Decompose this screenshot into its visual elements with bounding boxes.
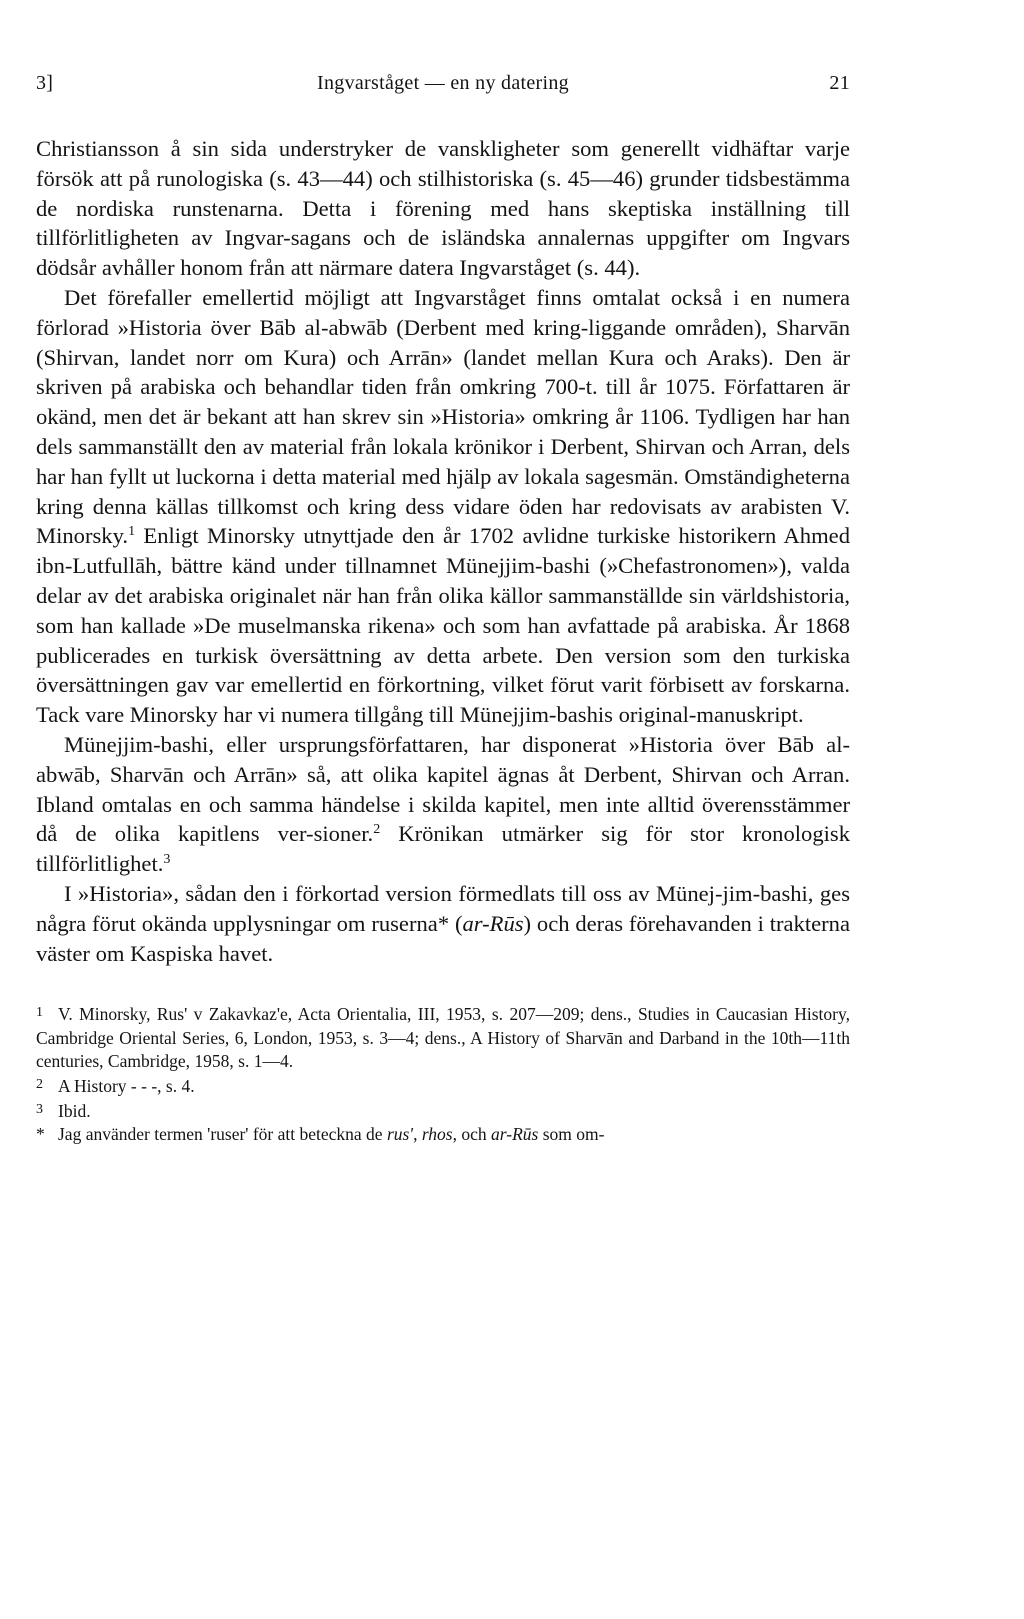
- paragraph-4-text-b: ) och deras förehavanden i trakterna väster om Kaspiska havet.: [36, 910, 850, 966]
- paragraph-1: [36, 134, 850, 283]
- footnote-1-mark: 1: [36, 1005, 43, 1021]
- footnote-ref-2[interactable]: 2: [373, 822, 381, 838]
- paragraph-4-text-a: I »Historia», sådan den i förkortad version förmedlats till oss av Münej-jim-bashi, ges några förut okända upplysningar om ruserna: [36, 880, 850, 936]
- footnotes: [36, 1001, 850, 1146]
- footnote-star-text-3: , och: [452, 1124, 492, 1145]
- document-page: [36, 72, 850, 1147]
- paragraph-4-italic-term: ar-Rūs: [462, 910, 524, 936]
- paragraph-2-text-b: Enligt Minorsky utnyttjade den år 1702 avlidne turkiske historikern Ahmed ibn-Lutfullāh, bättre känd under tillnamnet Münejjim-bashi (»Chefastronomen»), valda delar av det arabiska originalet när han från olika källor sammanställde sin världshistoria, som han kallade »De muselmanska rikena» och som han avfattade på arabiska. År 1868 publicerades en turkisk översättning av detta arbete. Den version som den turkiska översättningen gav var emellertid en förkortning, vilket förut varit förbisett av forskarna. Tack vare Minorsky har vi numera tillgång till Münejjim-bashis original-manuskript.: [36, 523, 850, 728]
- page-number: 21: [829, 72, 850, 94]
- body-text: [36, 134, 850, 968]
- footnote-star-italic-1: rus': [386, 1124, 414, 1145]
- paragraph-4-paren: (: [449, 910, 463, 936]
- footnote-star-text-2: ,: [413, 1124, 422, 1145]
- footnote-3-mark: 3: [36, 1102, 43, 1118]
- footnote-2-text: A History - - -, s. 4.: [58, 1075, 195, 1096]
- paragraph-2-text-a: Det förefaller emellertid möjligt att Ingvarståget finns omtalat också i en numera förlorad »Historia över Bāb al-abwāb (Derbent med kring-liggande områden), Sharvān (Shirvan, landet norr om Kura) och Arrān» (landet mellan Kura och Araks). Den är skriven på arabiska och behandlar tiden från omkring 700-t. till år 1075. Författaren är okänd, men det är bekant att han skrev sin »Historia» omkring år 1106. Tydligen har han dels sammanställt den av material från lokala krönikor i Derbent, Shirvan och Arran, dels har han fyllt ut luckorna i detta material med hjälp av lokala sagesmän. Omständigheterna kring denna källas tillkomst och kring dess vidare öden har redovisats av arabisten V. Minorsky.: [36, 284, 850, 549]
- footnote-ref-3[interactable]: 3: [163, 852, 171, 868]
- footnote-star-mark: *: [36, 1124, 45, 1145]
- footnote-star: [36, 1123, 850, 1146]
- paragraph-3-text-b: Krönikan utmärker sig för stor kronologisk tillförlitlighet.: [36, 821, 850, 877]
- chapter-marker: 3]: [36, 72, 54, 94]
- footnote-2: [36, 1073, 850, 1098]
- paragraph-4: [36, 879, 850, 968]
- paragraph-1-text: Christiansson å sin sida understryker de vanskligheter som generellt vidhäftar varje försök att på runologiska (s. 43—44) och stilhistoriska (s. 45—46) grunder tidsbestämma de nordiska runstenarna. Detta i förening med hans skeptiska inställning till tillförlitligheten av Ingvar-sagans och de isländska annalernas uppgifter om Ingvars dödsår avhåller honom från att närmare datera Ingvarståget (s. 44).: [36, 136, 850, 281]
- footnote-star-text-4: som om-: [538, 1124, 605, 1145]
- footnote-2-mark: 2: [36, 1076, 43, 1092]
- running-header: [36, 72, 850, 100]
- footnote-1: [36, 1001, 850, 1073]
- footnote-star-italic-3: ar-Rūs: [491, 1124, 539, 1145]
- footnote-star-italic-2: rhos: [421, 1124, 453, 1145]
- footnote-3-text: Ibid.: [58, 1101, 91, 1122]
- footnote-ref-1[interactable]: 1: [128, 524, 136, 540]
- footnote-star-text-1: Jag använder termen 'ruser' för att beteckna de: [58, 1124, 387, 1145]
- footnote-ref-star[interactable]: *: [437, 910, 450, 936]
- paragraph-3-text-a: Münejjim-bashi, eller ursprungsförfattaren, har disponerat »Historia över Bāb al-abwāb, Sharvān och Arrān» så, att olika kapitel ägnas åt Derbent, Shirvan och Arran. Ibland omtalas en och samma händelse i skilda kapitel, men inte alltid överensstämmer då de olika kapitlens ver-sioner.: [36, 731, 850, 847]
- footnote-3: [36, 1098, 850, 1123]
- footnote-1-text: V. Minorsky, Rus' v Zakavkaz'e, Acta Orientalia, III, 1953, s. 207—209; dens., Studies in Caucasian History, Cambridge Oriental Series, 6, London, 1953, s. 3—4; dens., A History of Sharvān and Darband in the 10th—11th centuries, Cambridge, 1958, s. 1—4.: [36, 1004, 850, 1071]
- running-title: Ingvarståget — en ny datering: [317, 72, 569, 94]
- paragraph-3: [36, 730, 850, 879]
- paragraph-2: [36, 283, 850, 730]
